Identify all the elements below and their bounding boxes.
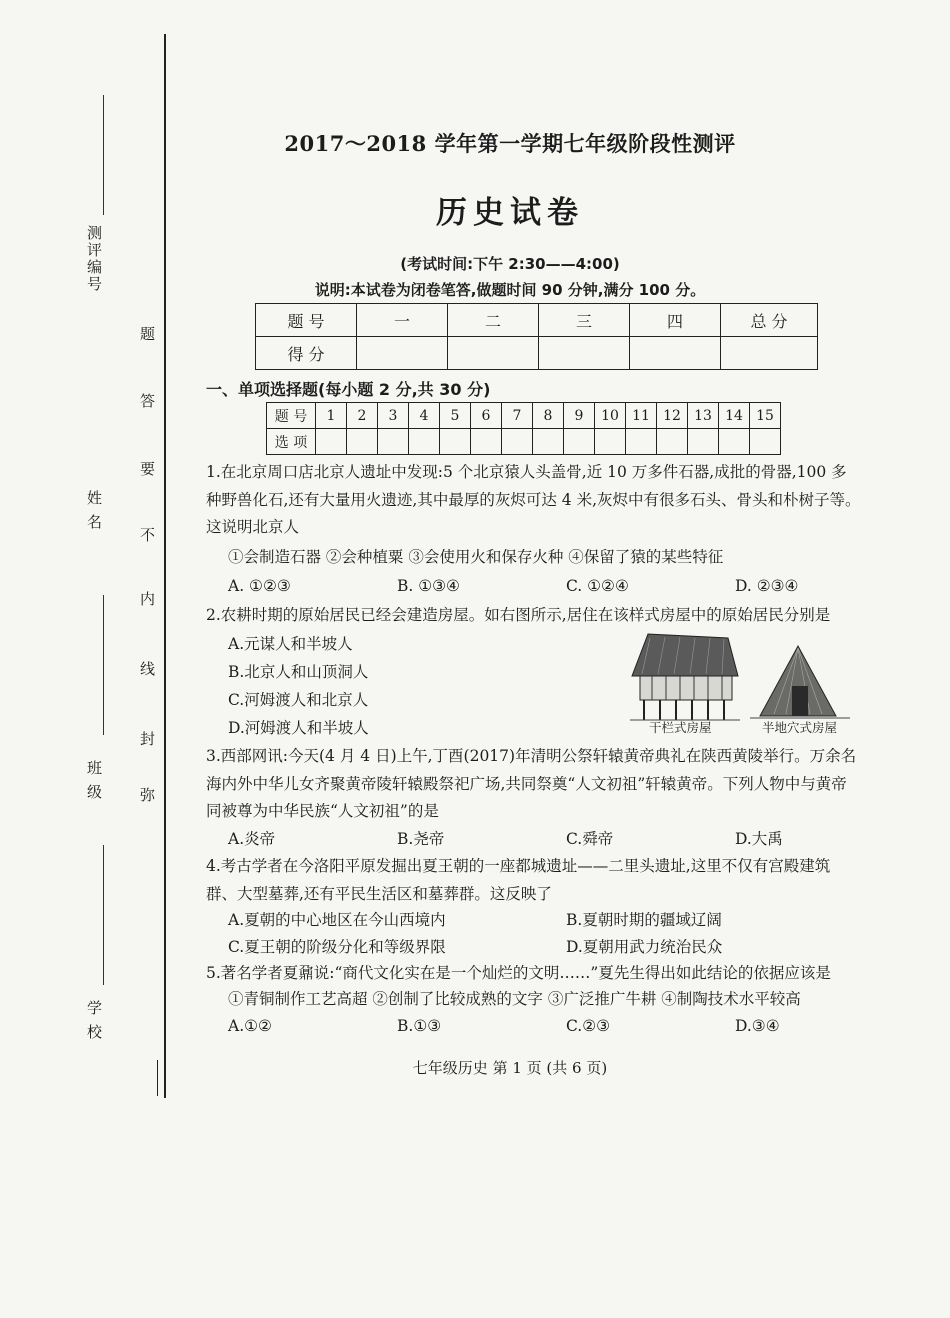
question-3-option-d: D.大禹 [735,830,783,848]
score-header-cell: 二 [448,304,539,337]
score-header-cell: 三 [539,304,630,337]
seal-char: 弥 [140,786,156,804]
semi-subterranean-house-caption: 半地穴式房屋 [762,720,838,735]
question-4-stem: 4.考古学者在今洛阳平原发掘出夏王朝的一座都城遗址——二里头遗址,这里不仅有宫殿建筑群、大型墓葬,还有平民生活区和墓葬群。这反映了 [206,857,831,903]
answer-number: 11 [626,403,657,429]
name-blank [103,595,104,735]
question-5-option-b: B.①③ [397,1017,442,1035]
question-3-option-c: C.舜帝 [566,830,614,848]
exam-instructions: 说明:本试卷为闭卷笔答,做题时间 90 分钟,满分 100 分。 [314,281,706,299]
answer-cell[interactable] [626,429,657,455]
question-2-stem: 2.农耕时期的原始居民已经会建造房屋。如右图所示,居住在该样式房屋中的原始居民分别是 [206,606,831,624]
semi-subterranean-house-illustration [750,646,850,718]
answer-number: 10 [595,403,626,429]
answer-number: 9 [564,403,595,429]
answer-cell[interactable] [347,429,378,455]
question-1-option-c: C. ①②④ [566,577,629,595]
question-2-option-c: C.河姆渡人和北京人 [228,691,369,709]
answer-number: 4 [409,403,440,429]
answer-cell[interactable] [657,429,688,455]
paper-title: 历史试卷 [436,195,584,231]
question-4-option-b: B.夏朝时期的疆域辽阔 [566,911,722,929]
class-blank [103,845,104,985]
question-1-option-d: D. ②③④ [735,577,799,595]
question-5-option-d: D.③④ [735,1017,780,1035]
answer-cell[interactable] [378,429,409,455]
question-2-option-a: A.元谋人和半坡人 [228,635,353,653]
seal-char: 不 [140,526,156,544]
class-label: 班 级 [85,760,103,801]
answer-number: 8 [533,403,564,429]
question-3-option-a: A.炎帝 [228,830,276,848]
exam-number-label: 测评编号 [85,225,103,293]
question-1-stem: 1.在北京周口店北京人遗址中发现:5 个北京猿人头盖骨,近 10 万多件石器,成批的骨器,100 多种野兽化石,还有大量用火遗迹,其中最厚的灰烬可达 4 米,灰烬中有很多石头、骨头和朴树子等。这说明北京人 [206,463,861,536]
answer-number: 15 [750,403,781,429]
answer-cell[interactable] [316,429,347,455]
answer-cell[interactable] [595,429,626,455]
answer-cell[interactable] [719,429,750,455]
question-5-option-a: A.①② [228,1017,272,1035]
answer-cell[interactable] [564,429,595,455]
score-cell[interactable] [357,337,448,370]
question-5-items: ①青铜制作工艺高超 ②创制了比较成熟的文字 ③广泛推广牛耕 ④制陶技术水平较高 [228,990,801,1008]
answer-number: 2 [347,403,378,429]
answer-number: 3 [378,403,409,429]
seal-char: 内 [140,590,156,608]
score-header-cell: 四 [630,304,721,337]
score-cell[interactable] [539,337,630,370]
question-5-option-c: C.②③ [566,1017,611,1035]
answer-cell[interactable] [440,429,471,455]
answer-cell[interactable] [409,429,440,455]
school-label: 学 校 [85,1000,103,1041]
score-cell[interactable] [630,337,721,370]
answer-row-label: 选 项 [267,429,316,455]
seal-char: 题 [140,325,156,343]
question-1-items: ①会制造石器 ②会种植粟 ③会使用火和保存火种 ④保留了猿的某些特征 [228,548,724,566]
question-1-option-b: B. ①③④ [397,577,460,595]
answer-cell[interactable] [533,429,564,455]
score-header-cell: 一 [357,304,448,337]
question-3-option-b: B.尧帝 [397,830,445,848]
score-cell[interactable] [721,337,818,370]
answer-number: 6 [471,403,502,429]
answer-number: 7 [502,403,533,429]
question-4-option-a: A.夏朝的中心地区在今山西境内 [228,911,446,929]
answer-table [266,402,781,455]
question-4-option-c: C.夏王朝的阶级分化和等级界限 [228,938,446,956]
seal-char: 答 [140,392,156,410]
score-cell[interactable] [448,337,539,370]
question-5-stem: 5.著名学者夏鼐说:“商代文化实在是一个灿烂的文明……”夏先生得出如此结论的依据应该是 [206,964,831,982]
exam-time: (考试时间:下午 2:30——4:00) [400,255,620,273]
seal-char: 要 [140,460,156,478]
answer-row-label: 题 号 [267,403,316,429]
exam-number-blank [103,95,104,215]
answer-cell[interactable] [750,429,781,455]
seal-char: 封 [140,730,156,748]
score-row-label: 得 分 [256,337,357,370]
score-table [255,303,818,370]
answer-cell[interactable] [471,429,502,455]
stilt-house-illustration [630,634,740,720]
section-heading: 一、单项选择题(每小题 2 分,共 30 分) [206,380,491,399]
answer-number: 12 [657,403,688,429]
score-header-cell: 总 分 [721,304,818,337]
question-1-option-a: A. ①②③ [228,577,291,595]
stilt-house-caption: 干栏式房屋 [649,720,712,735]
binding-line-inner [157,1060,158,1096]
binding-line-outer [164,34,166,1098]
score-header-cell: 题 号 [256,304,357,337]
question-4-option-d: D.夏朝用武力统治民众 [566,938,723,956]
answer-number: 13 [688,403,719,429]
seal-char: 线 [140,660,156,678]
answer-cell[interactable] [688,429,719,455]
answer-cell[interactable] [502,429,533,455]
question-3-stem: 3.西部网讯:今天(4 月 4 日)上午,丁酉(2017)年清明公祭轩辕黄帝典礼在陕西黄陵举行。万余名海内外中华儿女齐聚黄帝陵轩辕殿祭祀广场,共同祭奠“人文初祖”轩辕黄帝。下列人物中与黄帝同被尊为中华民族“人文初祖”的是 [206,747,857,820]
question-2-option-d: D.河姆渡人和半坡人 [228,719,369,737]
name-label: 姓 名 [85,490,103,531]
exam-header-title: 2017～2018 学年第一学期七年级阶段性测评 [284,131,736,156]
page-footer: 七年级历史 第 1 页 (共 6 页) [412,1059,608,1077]
answer-number: 5 [440,403,471,429]
answer-number: 1 [316,403,347,429]
question-2-option-b: B.北京人和山顶洞人 [228,663,369,681]
answer-number: 14 [719,403,750,429]
